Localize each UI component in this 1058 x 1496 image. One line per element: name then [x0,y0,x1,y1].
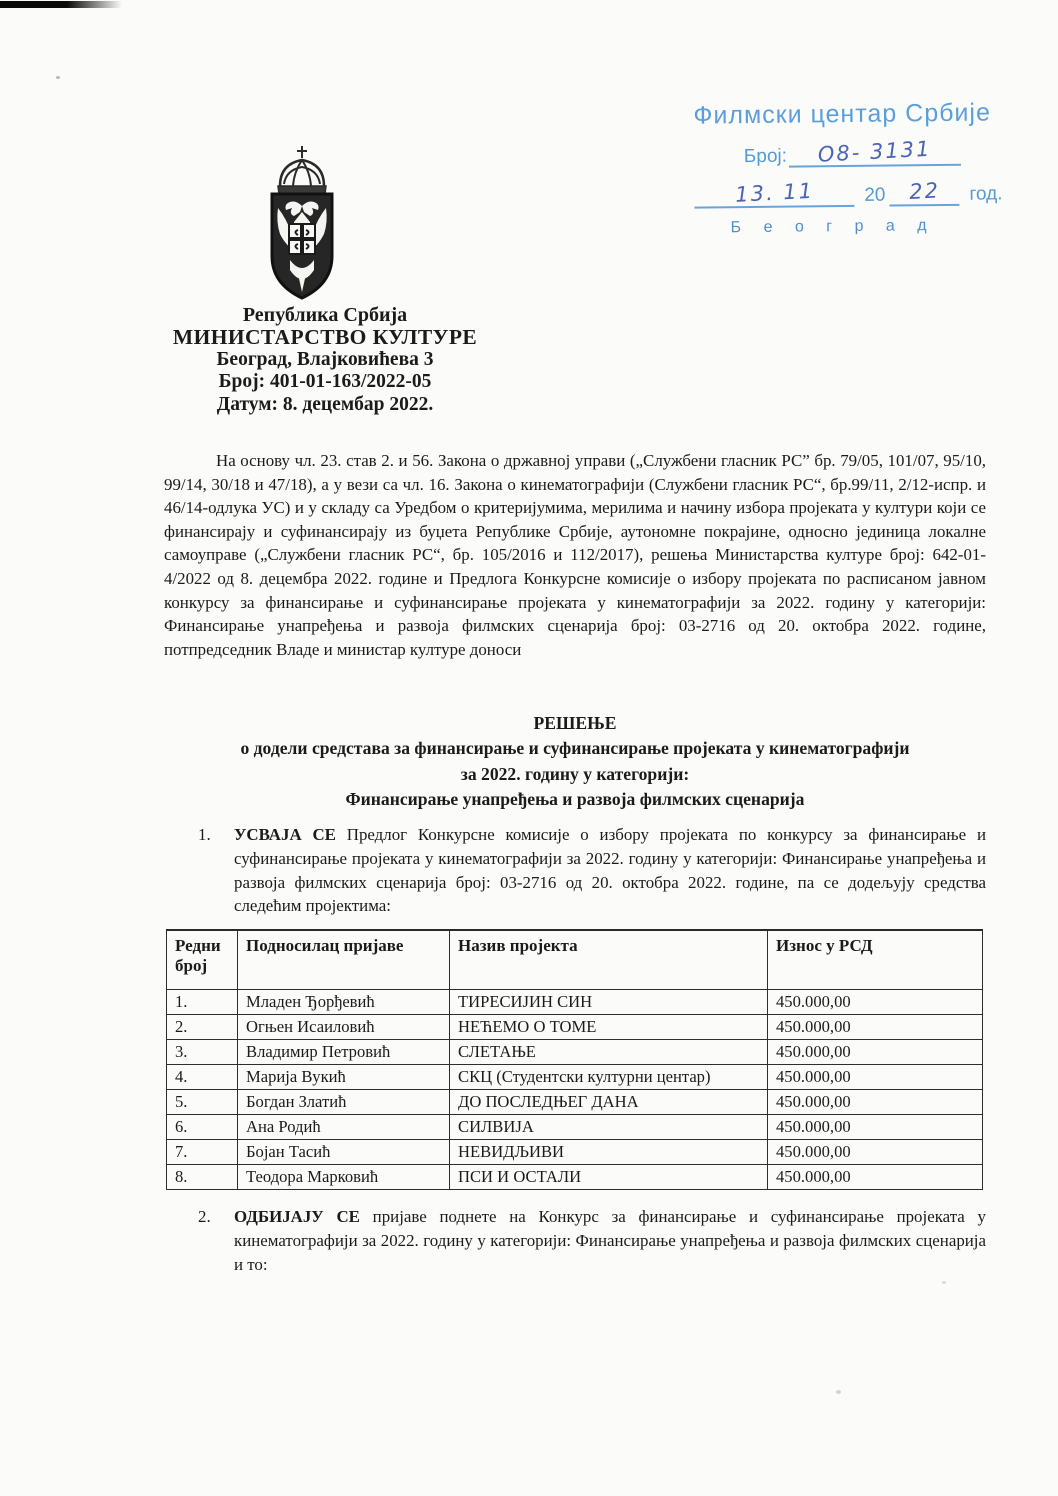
table-row [167,990,983,1015]
item-2-lead: ОДБИЈАЈУ СЕ [234,1207,360,1226]
cell-ordinal: 3. [167,1040,238,1065]
stamp-date-row [694,178,1003,216]
cell-amount: 450.000,00 [768,990,983,1015]
cell-applicant: Младен Ђорђевић [238,990,450,1015]
cell-applicant: Ана Родић [238,1115,450,1140]
stamp-year-suffix: год. [969,183,1003,205]
cell-ordinal: 4. [167,1065,238,1090]
cell-ordinal: 2. [167,1015,238,1040]
stamp-day-line [694,178,854,209]
col-header-project: Назив пројекта [450,930,768,990]
stamp-number-row [694,136,1000,176]
cell-applicant: Бојан Тасић [238,1140,450,1165]
table-row [167,1165,983,1190]
table-row [167,1065,983,1090]
resolution-title: РЕШЕЊЕ [533,713,617,733]
decision-item-1 [164,823,986,918]
table-header-row [167,930,983,990]
stamp-number-label: Број: [743,145,788,168]
cell-project: НЕЋЕМО О ТОМЕ [450,1015,768,1040]
stamp-year-handwritten: 22 [908,178,941,205]
cell-amount: 450.000,00 [768,1115,983,1140]
item-1-body: Предлог Конкурсне комисије о избору пројеката по конкурсу за финансирање и суфинансирање пројеката у кинематографији за 2022. годину у категорији: Финансирање унапређења и развоја филмских сценарија број: 03-2716 од 20. октобра 2022. године, па се додељују средства следећим пројектима: [234,825,986,916]
resolution-heading [164,711,986,813]
resolution-subtitle-2: за 2022. годину у категорији: [460,763,690,784]
decision-item-2 [164,1205,986,1276]
cell-applicant: Владимир Петровић [238,1040,450,1065]
cell-amount: 450.000,00 [768,1040,983,1065]
table-row [167,1140,983,1165]
letterhead [158,304,492,416]
cell-project: ПСИ И ОСТАЛИ [450,1165,768,1190]
item-1-lead: УСВАЈА СЕ [234,825,336,844]
resolution-subtitle-1: о додели средстава за финансирање и суфинансирање пројеката у кинематографији [240,738,910,759]
cell-applicant: Богдан Златић [238,1090,450,1115]
scan-speck [56,76,60,79]
item-2-text [234,1205,986,1276]
cell-amount: 450.000,00 [768,1065,983,1090]
cell-project: ТИРЕСИЈИН СИН [450,990,768,1015]
item-1-text [234,823,986,918]
cell-project: СКЦ (Студентски културни центар) [450,1065,768,1090]
cell-applicant: Марија Вукић [238,1065,450,1090]
scan-speck [942,1281,946,1284]
cell-ordinal: 5. [167,1090,238,1115]
cell-ordinal: 1. [167,990,238,1015]
table-row [167,1090,983,1115]
item-1-number: 1. [198,825,211,844]
letterhead-ministry: МИНИСТАРСТВО КУЛТУРЕ [172,325,478,350]
cell-ordinal: 6. [167,1115,238,1140]
cell-project: ДО ПОСЛЕДЊЕГ ДАНА [450,1090,768,1115]
stamp-day-handwritten: 13. 11 [734,178,815,207]
scan-artifact [0,1,122,8]
table-row [167,1040,983,1065]
cell-amount: 450.000,00 [768,1140,983,1165]
cell-project: СИЛВИЈА [450,1115,768,1140]
stamp-number-line [789,136,961,168]
cell-project: СЛЕТАЊЕ [450,1040,768,1065]
cell-amount: 450.000,00 [768,1165,983,1190]
letterhead-address: Београд, Влајковићева 3 [216,348,434,370]
cell-applicant: Огњен Исаиловић [238,1015,450,1040]
stamp-org-name: Филмски центар Србије [693,98,992,130]
cell-amount: 450.000,00 [768,1090,983,1115]
table-row [167,1115,983,1140]
item-2-number: 2. [198,1207,211,1226]
col-header-ordinal: Редни број [167,930,238,990]
resolution-subtitle-3: Финансирање унапређења и развоја филмских сценарија [345,789,805,810]
film-center-stamp [693,98,1003,237]
cell-project: НЕВИДЉИВИ [450,1140,768,1165]
stamp-century: 20 [864,184,886,206]
stamp-number-handwritten: О8- 3131 [817,136,933,167]
preamble-paragraph: На основу чл. 23. став 2. и 56. Закона о државној управи („Службени гласник РС” бр. 79/05, 101/07, 95/10, 99/14, 30/18 и 47/18), а у вези са чл. 16. Закона о кинематографији (Службени гласник РС“, бр.99/11, 2/12-испр. и 46/14-одлука УС) и у складу са Уредбом о критеријумима, мерилима и начину избора пројеката у култури који се финансирају и суфинансирају из буџета Републике Србије, аутономне покрајине, односно јединица локалне самоуправе („Службени гласник РС“, бр. 105/2016 и 112/2017), решења Министарства културе број: 642-01-4/2022 од 8. децембра 2022. године и Предлога Конкурсне комисије о избору пројеката по расписаном јавном конкурсу за финансирање и суфинансирање пројеката у кинематографији за 2022. годину у категорији: Финансирање унапређења и развоја филмских сценарија број: 03-2716 од 20. октобра 2022. године, потпредседник Владе и министар културе доноси [164,451,986,659]
letterhead-date: Датум: 8. децембар 2022. [216,393,434,415]
coat-of-arms [256,142,348,304]
scan-speck [836,1390,841,1394]
col-header-amount: Износ у РСД [768,930,983,990]
grants-table [166,929,983,1190]
cell-ordinal: 7. [167,1140,238,1165]
table-row [167,1015,983,1040]
cell-amount: 450.000,00 [768,1015,983,1040]
stamp-city: Б е о г р а д [730,217,936,237]
stamp-year-line [889,180,959,207]
cell-applicant: Теодора Марковић [238,1165,450,1190]
item-2-body: пријаве поднете на Конкурс за финансирање и суфинансирање пројеката у кинематографији за 2022. годину у категорији: Финансирање унапређења и развоја филмских сценарија и то: [234,1207,986,1274]
cell-ordinal: 8. [167,1165,238,1190]
col-header-applicant: Подносилац пријаве [238,930,450,990]
letterhead-number: Број: 401-01-163/2022-05 [218,371,432,393]
letterhead-country: Република Србија [242,304,408,326]
